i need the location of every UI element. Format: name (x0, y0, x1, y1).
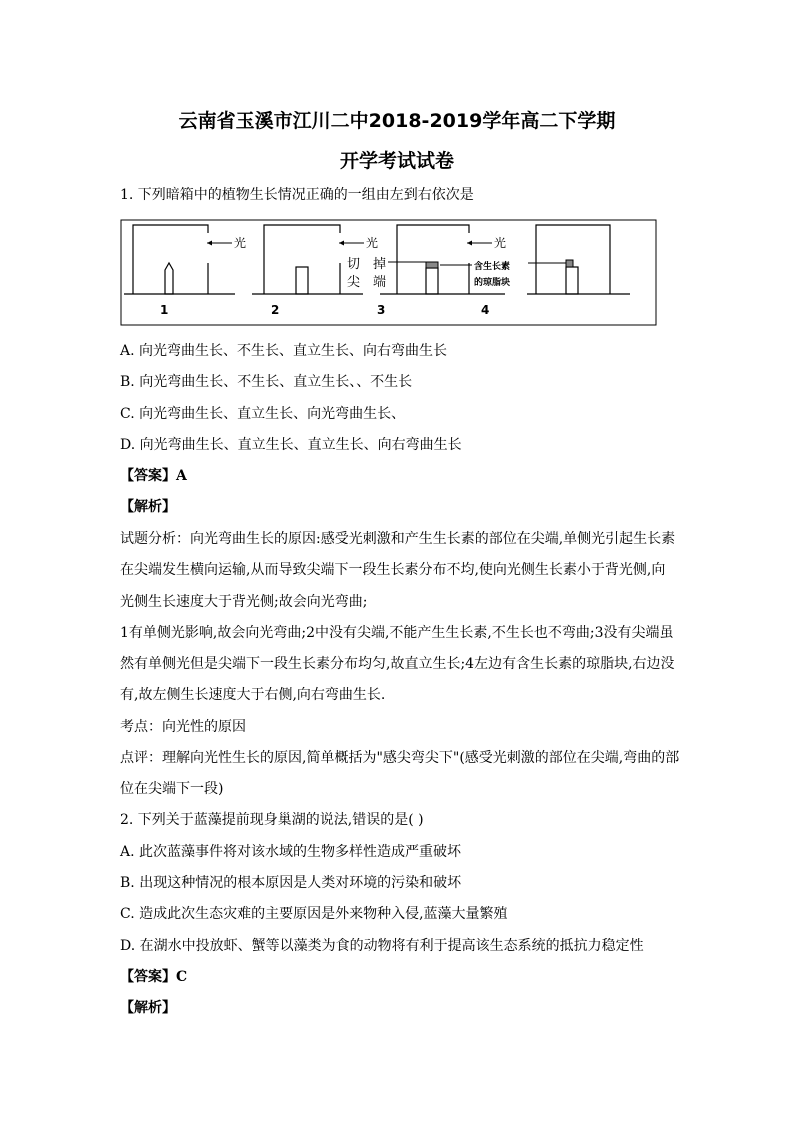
q1-analysis-comment-2: 位在尖端下一段) (120, 781, 224, 797)
light-label-3: 光 (494, 236, 507, 250)
document-subtitle: 开学考试试卷 (339, 150, 454, 172)
q2-answer: 【答案】C (120, 969, 188, 985)
q1-answer: 【答案】A (120, 468, 187, 484)
q1-analysis-line-4: 1有单侧光影响,故会向光弯曲;2中没有尖端,不能产生生长素,不生长也不弯曲;3没有尖端虽 (120, 625, 674, 641)
box-label-1: 1 (160, 303, 169, 317)
plant-cut-tip (296, 267, 308, 294)
q2-option-c: C. 造成此次生态灾难的主要原因是外来物种入侵,蓝藻大量繁殖 (120, 906, 508, 922)
q1-option-a: A. 向光弯曲生长、不生长、直立生长、向右弯曲生长 (120, 343, 448, 359)
plant-with-left-block (566, 267, 578, 294)
dark-box-figure (120, 219, 657, 326)
question-1-stem: 1. 下列暗箱中的植物生长情况正确的一组由左到右依次是 (120, 187, 474, 203)
cut-tip-label: 切 掉 尖 端 (347, 257, 387, 290)
q1-analysis-line-1: 试题分析：向光弯曲生长的原因:感受光刺激和产生生长素的部位在尖端,单侧光引起生长素 (120, 531, 676, 547)
question-2-stem: 2. 下列关于蓝藻提前现身巢湖的说法,错误的是( ) (120, 812, 424, 828)
q1-analysis-topic: 考点：向光性的原因 (120, 719, 246, 735)
q2-option-b: B. 出现这种情况的根本原因是人类对环境的污染和破坏 (120, 875, 462, 891)
q2-analysis-heading: 【解析】 (120, 1000, 176, 1016)
document-title: 云南省玉溪市江川二中2018-2019学年高二下学期 (178, 110, 616, 132)
auxin-block-label: 含生长素 的琼脂块 (474, 262, 511, 288)
plant-with-tip (165, 263, 173, 294)
agar-block-left (566, 260, 573, 267)
box-label-3: 3 (377, 303, 386, 317)
q1-analysis-comment-1: 点评：理解向光性生长的原因,简单概括为"感尖弯尖下"(感受光刺激的部位在尖端,弯曲的部 (120, 750, 680, 766)
q1-analysis-line-6: 有,故左侧生长速度大于右侧,向右弯曲生长. (120, 687, 386, 703)
q1-analysis-line-5: 然有单侧光但是尖端下一段生长素分布均匀,故直立生长;4左边有含生长素的琼脂块,右边没 (120, 656, 675, 672)
plant-with-block (426, 268, 438, 294)
q1-option-b: B. 向光弯曲生长、不生长、直立生长、、不生长 (120, 374, 413, 390)
box-label-4: 4 (481, 303, 490, 317)
light-label-2: 光 (366, 236, 379, 250)
agar-block-uniform (426, 262, 438, 268)
q1-option-c: C. 向光弯曲生长、直立生长、向光弯曲生长、 (120, 406, 406, 422)
q1-analysis-line-2: 在尖端发生横向运输,从而导致尖端下一段生长素分布不均,使向光侧生长素小于背光侧,向 (120, 562, 666, 578)
light-label-1: 光 (234, 236, 247, 250)
box-label-2: 2 (271, 303, 280, 317)
q2-option-d: D. 在湖水中投放虾、蟹等以藻类为食的动物将有利于提高该生态系统的抵抗力稳定性 (120, 938, 644, 954)
q1-option-d: D. 向光弯曲生长、直立生长、直立生长、向右弯曲生长 (120, 437, 462, 453)
q1-analysis-line-3: 光侧生长速度大于背光侧;故会向光弯曲; (120, 594, 368, 610)
q1-analysis-heading: 【解析】 (120, 499, 176, 515)
q2-option-a: A. 此次蓝藻事件将对该水域的生物多样性造成严重破坏 (120, 844, 462, 860)
